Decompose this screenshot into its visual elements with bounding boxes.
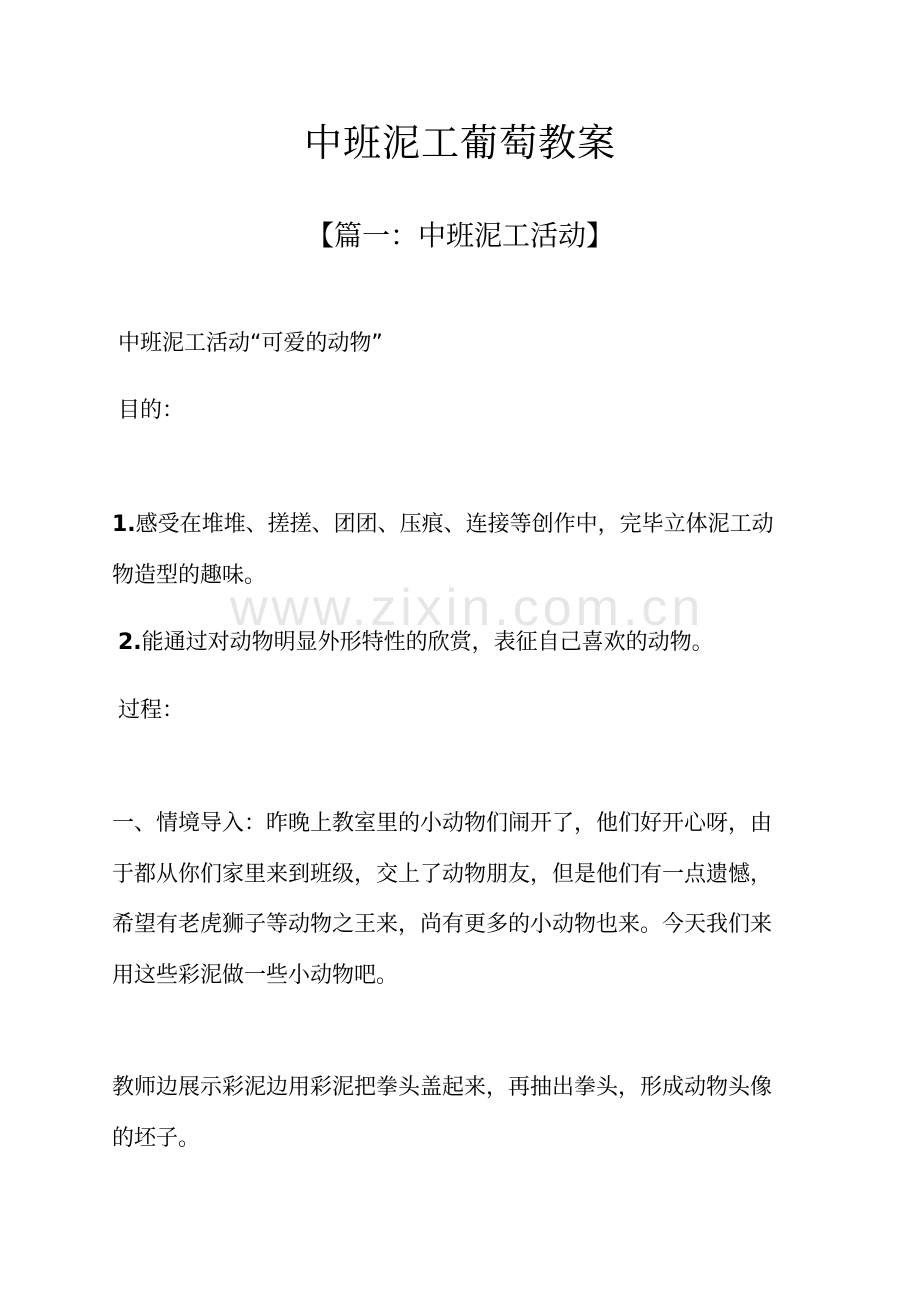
- section-subtitle: 【篇一：中班泥工活动】: [305, 219, 614, 252]
- paragraph-1-line-1: 一、情境导入：昨晚上教室里的小动物们闹开了，他们好开心呀，由: [112, 811, 773, 836]
- paragraph-2-line-2: 的坯子。: [112, 1126, 201, 1151]
- watermark: www.zixin.com.cn: [230, 579, 705, 637]
- goal-item-1-line-2: 物造型的趣味。: [112, 563, 267, 588]
- goal-item-2: [118, 629, 714, 657]
- activity-name: 中班泥工活动“可爱的动物”: [118, 331, 383, 356]
- document-title: 中班泥工葡萄教案: [303, 121, 616, 165]
- goal-heading: 目的：: [118, 398, 185, 423]
- goal-item-2-number: 2.: [118, 630, 142, 655]
- paragraph-1-line-4: 用这些彩泥做一些小动物吧。: [112, 963, 399, 988]
- paragraph-1-line-3: 希望有老虎狮子等动物之王来，尚有更多的小动物也来。今天我们来: [112, 912, 773, 937]
- goal-item-2-text: 能通过对动物明显外形特性的欣赏，表征自己喜欢的动物。: [141, 630, 714, 655]
- goal-item-1-text: 感受在堆堆、搓搓、团团、压痕、连接等创作中，完毕立体泥工动: [135, 512, 774, 537]
- goal-item-1-number: 1.: [112, 512, 136, 537]
- paragraph-1-line-2: 于都从你们家里来到班级，交上了动物朋友，但是他们有一点遗憾，: [112, 862, 773, 887]
- paragraph-2-line-1: 教师边展示彩泥边用彩泥把拳头盖起来，再抽出拳头，形成动物头像: [112, 1075, 773, 1100]
- process-heading: 过程：: [118, 698, 185, 723]
- goal-item-1-line-1: [112, 511, 774, 539]
